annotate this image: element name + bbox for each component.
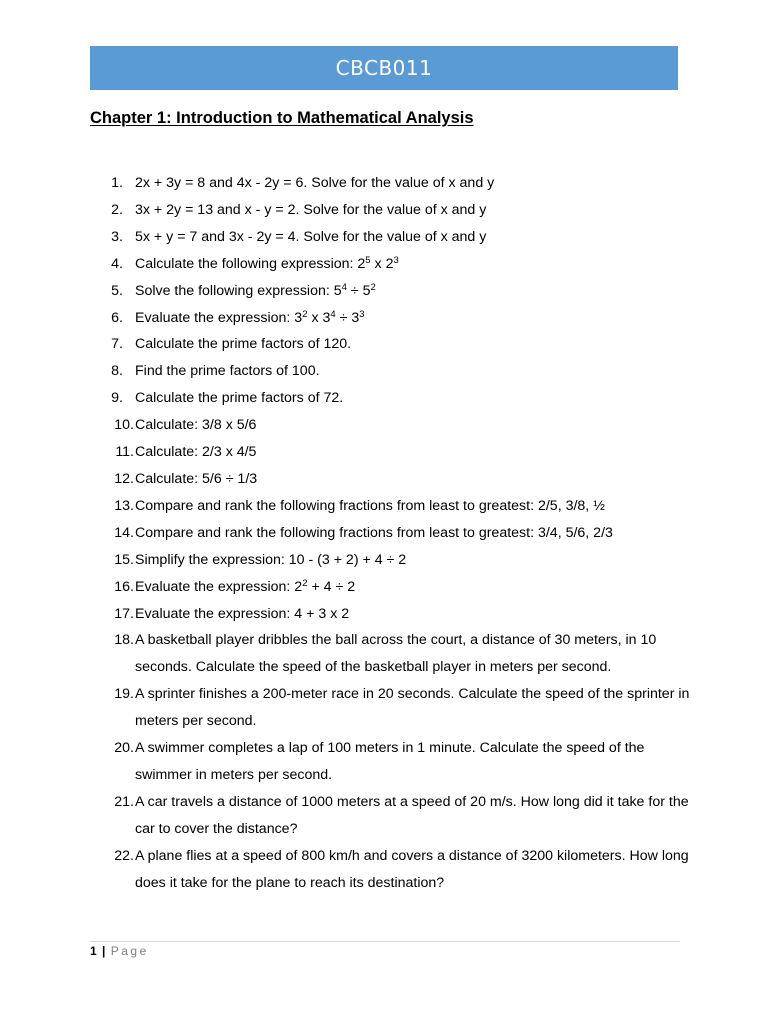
question-number: 14. <box>114 524 134 541</box>
question-text: 5x + y = 7 and 3x - 2y = 4. Solve for the value of x and y <box>135 228 487 245</box>
question-number: 8. <box>111 363 123 380</box>
question-number: 18. <box>114 632 134 649</box>
question-number: 13. <box>114 497 134 514</box>
question-text: Compare and rank the following fractions from least to greatest: 3/4, 5/6, 2/3 <box>135 524 613 541</box>
question-text: Calculate: 5/6 ÷ 1/3 <box>135 470 258 487</box>
page-label: Page <box>110 944 149 958</box>
question-item <box>90 627 690 681</box>
question-text: Find the prime factors of 100. <box>135 363 320 380</box>
question-item <box>90 358 690 385</box>
question-number: 6. <box>111 309 123 326</box>
exponent: 5 <box>365 254 371 266</box>
question-text: A sprinter finishes a 200-meter race in 20 seconds. Calculate the speed of the sprinter in meters per second. <box>135 686 690 730</box>
question-item <box>90 547 690 574</box>
question-number: 15. <box>114 551 134 568</box>
question-item <box>90 331 690 358</box>
question-item <box>90 789 690 843</box>
question-text-part: ÷ 5 <box>346 282 371 299</box>
question-item <box>90 224 690 251</box>
question-text-part: Evaluate the expression: 3 <box>135 309 303 326</box>
question-text-part: + 4 ÷ 2 <box>307 578 356 595</box>
exponent: 4 <box>330 308 336 320</box>
question-item <box>90 170 690 197</box>
question-text: A swimmer completes a lap of 100 meters in 1 minute. Calculate the speed of the swimmer in meters per second. <box>135 740 645 783</box>
footer-divider <box>90 941 680 942</box>
question-text-part: x 2 <box>370 255 394 272</box>
question-number: 7. <box>111 336 123 353</box>
question-number: 19. <box>114 686 134 703</box>
question-item <box>90 412 690 439</box>
question-item <box>90 520 690 547</box>
question-list <box>90 170 690 896</box>
question-number: 21. <box>114 793 134 810</box>
question-number: 12. <box>114 470 134 487</box>
question-item <box>90 681 690 735</box>
question-item <box>90 251 690 278</box>
question-number: 4. <box>111 255 123 272</box>
question-number: 9. <box>111 390 123 407</box>
exponent: 2 <box>302 577 308 589</box>
question-text <box>135 579 355 595</box>
exponent: 2 <box>370 281 376 293</box>
question-text: Calculate the prime factors of 120. <box>135 336 352 353</box>
exponent: 3 <box>393 254 399 266</box>
question-text-part: Solve the following expression: 5 <box>135 282 342 299</box>
question-text <box>135 283 376 299</box>
question-text: Calculate: 3/8 x 5/6 <box>135 417 257 434</box>
footer-separator: | <box>102 944 106 958</box>
document-code-title: CBCB011 <box>335 56 433 80</box>
question-item <box>90 493 690 520</box>
page-footer <box>90 944 149 958</box>
question-item <box>90 197 690 224</box>
question-number: 2. <box>111 201 123 218</box>
question-item <box>90 439 690 466</box>
header-banner <box>90 46 678 90</box>
question-text: Calculate: 2/3 x 4/5 <box>135 444 257 461</box>
question-text-part: x 3 <box>307 309 331 326</box>
question-number: 5. <box>111 282 123 299</box>
question-text: A plane flies at a speed of 800 km/h and covers a distance of 3200 kilometers. How long does it take for the plane to reach its destination? <box>135 847 689 891</box>
question-item <box>90 601 690 628</box>
page-number: 1 <box>90 944 97 958</box>
question-number: 10. <box>114 417 134 434</box>
question-text: Compare and rank the following fractions from least to greatest: 2/5, 3/8, ½ <box>135 497 606 514</box>
exponent: 2 <box>302 308 308 320</box>
question-item <box>90 843 690 897</box>
question-item <box>90 574 690 601</box>
question-text: Calculate the prime factors of 72. <box>135 390 344 407</box>
question-item <box>90 385 690 412</box>
question-item <box>90 735 690 789</box>
question-text: A basketball player dribbles the ball across the court, a distance of 30 meters, in 10 seconds. Calculate the speed of the basketball player in meters per second. <box>135 632 657 676</box>
question-text-part: Calculate the following expression: 2 <box>135 255 366 272</box>
question-text: A car travels a distance of 1000 meters at a speed of 20 m/s. How long did it take for the car to cover the distance? <box>135 793 689 837</box>
question-text: 3x + 2y = 13 and x - y = 2. Solve for the value of x and y <box>135 201 487 218</box>
question-text: 2x + 3y = 8 and 4x - 2y = 6. Solve for the value of x and y <box>135 175 495 191</box>
question-item <box>90 466 690 493</box>
question-number: 16. <box>114 578 134 595</box>
question-text: Simplify the expression: 10 - (3 + 2) + 4 ÷ 2 <box>135 551 407 568</box>
question-number: 1. <box>111 175 123 191</box>
question-text-part: Evaluate the expression: 2 <box>135 578 303 595</box>
exponent: 4 <box>341 281 347 293</box>
question-number: 22. <box>114 847 134 864</box>
question-number: 3. <box>111 228 123 245</box>
question-item <box>90 305 690 332</box>
question-text <box>135 256 399 272</box>
question-number: 17. <box>114 605 134 622</box>
chapter-title: Chapter 1: Introduction to Mathematical Analysis <box>90 109 474 127</box>
question-text <box>135 310 365 326</box>
question-number: 20. <box>114 740 134 757</box>
question-number: 11. <box>115 444 134 461</box>
question-item <box>90 278 690 305</box>
question-text-part: ÷ 3 <box>335 309 360 326</box>
question-text: Evaluate the expression: 4 + 3 x 2 <box>135 605 350 622</box>
exponent: 3 <box>359 308 365 320</box>
